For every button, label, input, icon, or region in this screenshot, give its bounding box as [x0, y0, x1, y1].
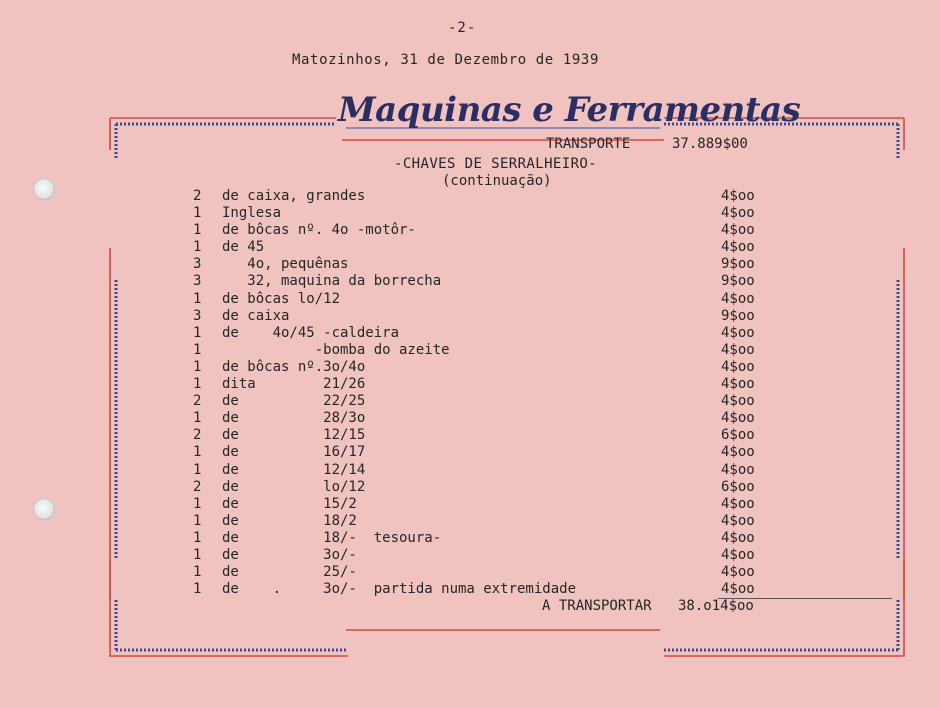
list-item: [0, 256, 940, 273]
total-value: 38.o14$oo: [678, 598, 754, 614]
item-price: 4$oo: [721, 358, 755, 375]
item-price: 4$oo: [721, 188, 755, 204]
item-description: de 3o/-: [222, 546, 357, 563]
item-price: 9$oo: [721, 307, 755, 324]
item-price: 4$oo: [721, 495, 755, 512]
item-price: 4$oo: [721, 239, 755, 256]
list-item: [0, 581, 940, 598]
item-list: [0, 188, 940, 598]
list-item: [0, 188, 940, 205]
item-quantity: 1: [193, 512, 202, 529]
item-price: 4$oo: [721, 410, 755, 427]
list-item: [0, 462, 940, 479]
item-description: 32, maquina da borrecha: [222, 273, 442, 290]
list-item: [0, 325, 940, 342]
item-description: de 12/15: [222, 427, 366, 444]
list-item: [0, 376, 940, 393]
item-description: -bomba do azeite: [222, 341, 450, 358]
item-description: de caixa, grandes: [222, 188, 366, 204]
item-description: de 28/3o: [222, 410, 366, 427]
list-item: [0, 479, 940, 496]
item-price: 4$oo: [721, 564, 755, 581]
item-quantity: 2: [193, 188, 202, 204]
total-label: A TRANSPORTAR: [542, 598, 652, 614]
item-description: de 4o/45 -caldeira: [222, 324, 400, 341]
transporte-value: 37.889$00: [672, 136, 748, 152]
item-description: de 12/14: [222, 461, 366, 478]
item-quantity: 1: [193, 410, 202, 427]
list-item: [0, 530, 940, 547]
list-item: [0, 496, 940, 513]
list-item: [0, 239, 940, 256]
item-description: de 25/-: [222, 564, 357, 581]
item-description: de . 3o/- partida numa extremidade: [222, 581, 577, 598]
item-description: de caixa: [222, 307, 290, 324]
item-description: 4o, pequênas: [222, 256, 349, 273]
item-price: 4$oo: [721, 546, 755, 563]
item-quantity: 1: [193, 358, 202, 375]
item-price: 4$oo: [721, 222, 755, 239]
item-quantity: 1: [193, 341, 202, 358]
item-quantity: 1: [193, 290, 202, 307]
item-quantity: 1: [193, 205, 202, 222]
item-quantity: 1: [193, 239, 202, 256]
item-quantity: 3: [193, 307, 202, 324]
item-price: 4$oo: [721, 444, 755, 461]
list-item: [0, 308, 940, 325]
item-description: de bôcas nº. 4o -motôr-: [222, 222, 416, 239]
item-description: Inglesa: [222, 205, 282, 222]
list-item: [0, 513, 940, 530]
section-title: -CHAVES DE SERRALHEIRO-: [394, 156, 598, 172]
item-quantity: 1: [193, 495, 202, 512]
item-price: 4$oo: [721, 324, 755, 341]
item-quantity: 1: [193, 376, 202, 393]
item-price: 6$oo: [721, 478, 755, 495]
item-price: 4$oo: [721, 341, 755, 358]
item-description: de 15/2: [222, 495, 357, 512]
list-item: [0, 291, 940, 308]
dateline: Matozinhos, 31 de Dezembro de 1939: [292, 52, 599, 68]
item-quantity: 1: [193, 444, 202, 461]
list-item: [0, 564, 940, 581]
list-item: [0, 547, 940, 564]
list-item: [0, 222, 940, 239]
item-description: de 22/25: [222, 393, 366, 410]
item-price: 9$oo: [721, 256, 755, 273]
section-subtitle: (continuação): [442, 173, 552, 189]
item-price: 4$oo: [721, 512, 755, 529]
item-price: 4$oo: [721, 529, 755, 546]
item-quantity: 1: [193, 581, 202, 598]
list-item: [0, 273, 940, 290]
item-quantity: 1: [193, 461, 202, 478]
item-quantity: 1: [193, 564, 202, 581]
item-quantity: 1: [193, 529, 202, 546]
page-number: -2-: [448, 20, 477, 36]
item-price: 4$oo: [721, 393, 755, 410]
list-item: [0, 427, 940, 444]
total-rule: [718, 598, 892, 599]
list-item: [0, 342, 940, 359]
item-price: 4$oo: [721, 205, 755, 222]
item-quantity: 3: [193, 273, 202, 290]
item-quantity: 1: [193, 546, 202, 563]
item-price: 4$oo: [721, 290, 755, 307]
list-item: [0, 359, 940, 376]
item-quantity: 2: [193, 393, 202, 410]
item-price: 6$oo: [721, 427, 755, 444]
item-price: 9$oo: [721, 273, 755, 290]
item-description: de 18/2: [222, 512, 357, 529]
item-quantity: 1: [193, 324, 202, 341]
item-price: 4$oo: [721, 461, 755, 478]
item-quantity: 2: [193, 478, 202, 495]
item-description: de 16/17: [222, 444, 366, 461]
list-item: [0, 444, 940, 461]
item-description: de bôcas lo/12: [222, 290, 341, 307]
letterhead-title: Maquinas e Ferramentas: [338, 90, 801, 130]
list-item: [0, 393, 940, 410]
item-quantity: 2: [193, 427, 202, 444]
list-item: [0, 410, 940, 427]
item-description: de 18/- tesoura-: [222, 529, 442, 546]
item-price: 4$oo: [721, 581, 755, 598]
item-description: dita 21/26: [222, 376, 366, 393]
item-price: 4$oo: [721, 376, 755, 393]
item-quantity: 1: [193, 222, 202, 239]
item-quantity: 3: [193, 256, 202, 273]
item-description: de 45: [222, 239, 265, 256]
item-description: de bôcas nº.3o/4o: [222, 358, 366, 375]
list-item: [0, 205, 940, 222]
transporte-label: TRANSPORTE: [546, 136, 631, 152]
item-description: de lo/12: [222, 478, 366, 495]
